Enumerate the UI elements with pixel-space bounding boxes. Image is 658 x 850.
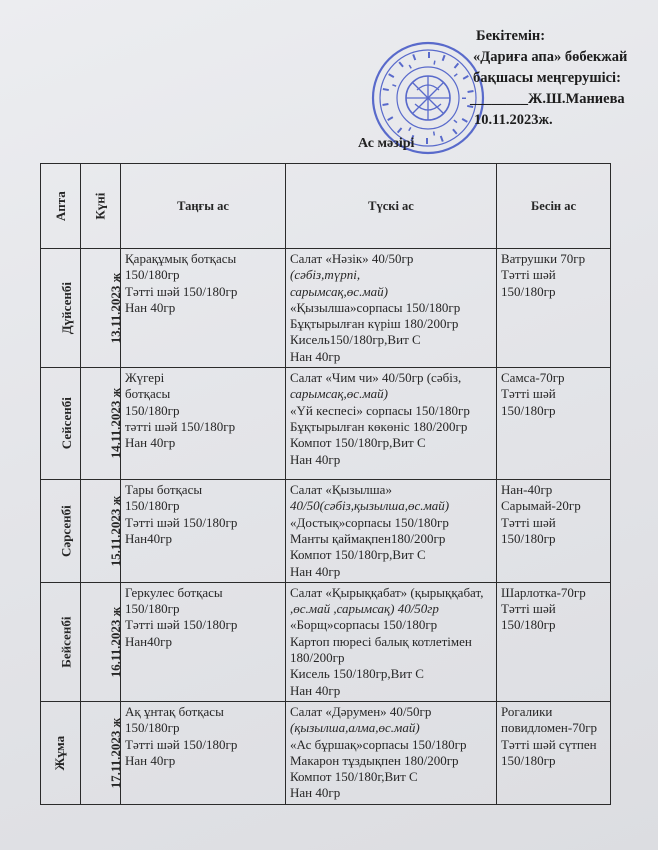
breakfast-cell — [121, 249, 286, 368]
lunch-cell — [286, 249, 497, 368]
breakfast-item: Тәтті шәй 150/180гр — [125, 283, 238, 299]
snack-cell — [497, 368, 611, 480]
table-row — [41, 582, 611, 701]
weekday-label-cell — [41, 701, 81, 804]
snack-item: Ватрушки 70гр — [501, 251, 586, 266]
weekday-label-cell — [41, 582, 81, 701]
lunch-item: Кисель 150/180гр,Вит С — [290, 666, 424, 682]
snack-item: Тәтті шәй — [501, 386, 556, 402]
lunch-item: «Үй кеспесі» сорпасы 150/180гр — [290, 402, 470, 418]
lunch-item: Нан 40гр — [290, 682, 341, 698]
breakfast-cell — [121, 368, 286, 480]
date-label-cell — [81, 368, 124, 480]
breakfast-item: Тәтті шәй 150/180гр — [125, 736, 238, 752]
lunch-item: Салат «Чим чи» 40/50гр (сәбіз, — [290, 370, 462, 386]
header-lunch: Түскі ас — [286, 164, 497, 249]
table-row — [41, 249, 611, 368]
breakfast-cell — [121, 480, 286, 583]
snack-item: 150/180гр — [501, 617, 556, 633]
table-row — [41, 701, 611, 804]
lunch-item: Бұқтырылған күріш 180/200гр — [290, 316, 459, 332]
snack-item: Сарымай-20гр — [501, 498, 581, 514]
breakfast-item: Нан40гр — [125, 530, 172, 546]
snack-item: Тәтті шәй сүтпен — [501, 736, 597, 752]
lunch-item: Бұқтырылған көкөніс 180/200гр — [290, 418, 468, 434]
weekday-label: Сәрсенбі — [58, 505, 74, 557]
breakfast-cell — [121, 701, 286, 804]
header-breakfast: Таңғы ас — [121, 164, 286, 249]
lunch-cell — [286, 368, 497, 480]
snack-cell — [497, 249, 611, 368]
weekday-label: Бейсенбі — [58, 616, 74, 668]
date-label: 15.11.2023 ж — [108, 495, 124, 567]
snack-item: Нан-40гр — [501, 482, 553, 498]
snack-item: повидломен-70гр — [501, 720, 598, 736]
snack-cell — [497, 480, 611, 583]
breakfast-item: Қарақұмық ботқасы — [125, 251, 237, 266]
date-label-cell — [81, 701, 124, 804]
breakfast-item: 150/180гр — [125, 267, 180, 283]
snack-item: 150/180гр — [501, 752, 556, 768]
breakfast-item: Нан 40гр — [125, 299, 176, 315]
approval-line: бақшасы меңгерушісі: — [473, 70, 621, 86]
lunch-item: Нан 40гр — [290, 451, 341, 467]
lunch-cell — [286, 582, 497, 701]
date-label: 13.11.2023 ж — [108, 272, 124, 344]
lunch-item: «Ас бұршақ»сорпасы 150/180гр — [290, 736, 467, 752]
breakfast-item: 150/180гр — [125, 402, 180, 418]
breakfast-item: тәтті шәй 150/180гр — [125, 418, 236, 434]
lunch-item: Салат «Нәзік» 40/50гр — [290, 251, 414, 266]
date-label-cell — [81, 582, 124, 701]
lunch-item: Нан 40гр — [290, 348, 341, 364]
snack-item: 150/180гр — [501, 283, 556, 299]
lunch-item: Нан 40гр — [290, 563, 341, 579]
weekday-label: Сейсенбі — [58, 397, 74, 450]
lunch-item: Компот 150/180гр,Вит С — [290, 547, 426, 563]
breakfast-item: Геркулес ботқасы — [125, 584, 223, 600]
breakfast-item: 150/180гр — [125, 498, 180, 514]
breakfast-item: Ақ ұнтақ ботқасы — [125, 703, 224, 719]
date-label: 14.11.2023 ж — [108, 388, 124, 459]
snack-item: Шарлотка-70гр — [501, 584, 586, 600]
approval-date: 10.11.2023ж. — [474, 112, 553, 128]
lunch-item: Компот 150/180г,Вит С — [290, 769, 418, 785]
lunch-item: сарымсақ,өс.май) — [290, 283, 388, 299]
snack-item: 150/180гр — [501, 402, 556, 418]
lunch-item: «Достық»сорпасы 150/180гр — [290, 514, 449, 530]
lunch-item: ,өс.май ,сарымсақ) 40/50гр — [290, 601, 439, 617]
lunch-item: Салат «Дәрумен» 40/50гр — [290, 703, 432, 719]
approval-line: Бекітемін: — [476, 28, 546, 44]
header-day — [81, 164, 121, 249]
breakfast-item: Жүгері — [125, 370, 165, 386]
weekday-label-cell — [41, 368, 81, 480]
breakfast-cell — [121, 582, 286, 701]
snack-item: 150/180гр — [501, 530, 556, 546]
breakfast-item: Нан 40гр — [125, 435, 176, 451]
date-label-cell — [81, 480, 124, 583]
lunch-item: сарымсақ,өс.май) — [290, 386, 388, 402]
lunch-item: 180/200гр — [290, 650, 345, 666]
approval-line: ________Ж.Ш.Маниева — [470, 91, 625, 107]
snack-item: Рогалики — [501, 703, 553, 719]
lunch-item: Картоп пюресі балық котлетімен — [290, 633, 472, 649]
snack-cell — [497, 582, 611, 701]
breakfast-item: Тәтті шәй 150/180гр — [125, 514, 238, 530]
table-header-row — [41, 164, 611, 249]
lunch-cell — [286, 701, 497, 804]
weekday-label-cell — [41, 480, 81, 583]
lunch-item: Кисель150/180гр,Вит С — [290, 332, 421, 348]
table-row — [41, 368, 611, 480]
header-week — [41, 164, 81, 249]
header-day-label: Күні — [92, 192, 108, 220]
lunch-item: Компот 150/180гр,Вит С — [290, 435, 426, 451]
breakfast-item: ботқасы — [125, 386, 171, 402]
lunch-item: «Борщ»сорпасы 150/180гр — [290, 617, 438, 633]
weekday-label: Жұма — [52, 735, 68, 771]
snack-item: Тәтті шәй — [501, 267, 556, 283]
breakfast-item: Нан40гр — [125, 633, 172, 649]
snack-cell — [497, 701, 611, 804]
weekday-label: Дүйсенбі — [58, 281, 74, 335]
lunch-item: Нан 40гр — [290, 785, 341, 801]
lunch-item: Салат «Қызылша» — [290, 482, 392, 498]
header-snack: Бесін ас — [497, 164, 611, 249]
menu-title: Ас мәзірі — [358, 136, 415, 151]
menu-table — [40, 163, 611, 805]
lunch-item: «Қызылша»сорпасы 150/180гр — [290, 299, 461, 315]
lunch-item: (сәбіз,түрпі, — [290, 267, 361, 283]
date-label-cell — [81, 249, 124, 368]
breakfast-item: Нан 40гр — [125, 752, 176, 768]
weekday-label-cell — [41, 249, 81, 368]
breakfast-item: 150/180гр — [125, 601, 180, 617]
breakfast-item: Тары ботқасы — [125, 482, 203, 498]
snack-item: Тәтті шәй — [501, 601, 556, 617]
lunch-item: 40/50(сәбіз,қызылша,өс.май) — [290, 498, 450, 514]
lunch-item: Макарон тұздықпен 180/200гр — [290, 752, 459, 768]
date-label: 17.11.2023 ж — [108, 717, 124, 789]
lunch-cell — [286, 480, 497, 583]
breakfast-item: Тәтті шәй 150/180гр — [125, 617, 238, 633]
header-week-label: Апта — [52, 191, 68, 221]
approval-line: «Дариға апа» бөбекжай — [473, 49, 628, 65]
lunch-item: Салат «Қырыққабат» (қырыққабат, — [290, 584, 484, 600]
lunch-item: (қызылша,алма,өс.май) — [290, 720, 420, 736]
menu-body — [41, 249, 611, 805]
approval-block — [470, 26, 656, 131]
snack-item: Самса-70гр — [501, 370, 565, 386]
table-row — [41, 480, 611, 583]
snack-item: Тәтті шәй — [501, 514, 556, 530]
date-label: 16.11.2023 ж — [108, 606, 124, 678]
lunch-item: Манты қаймақпен180/200гр — [290, 530, 446, 546]
breakfast-item: 150/180гр — [125, 720, 180, 736]
